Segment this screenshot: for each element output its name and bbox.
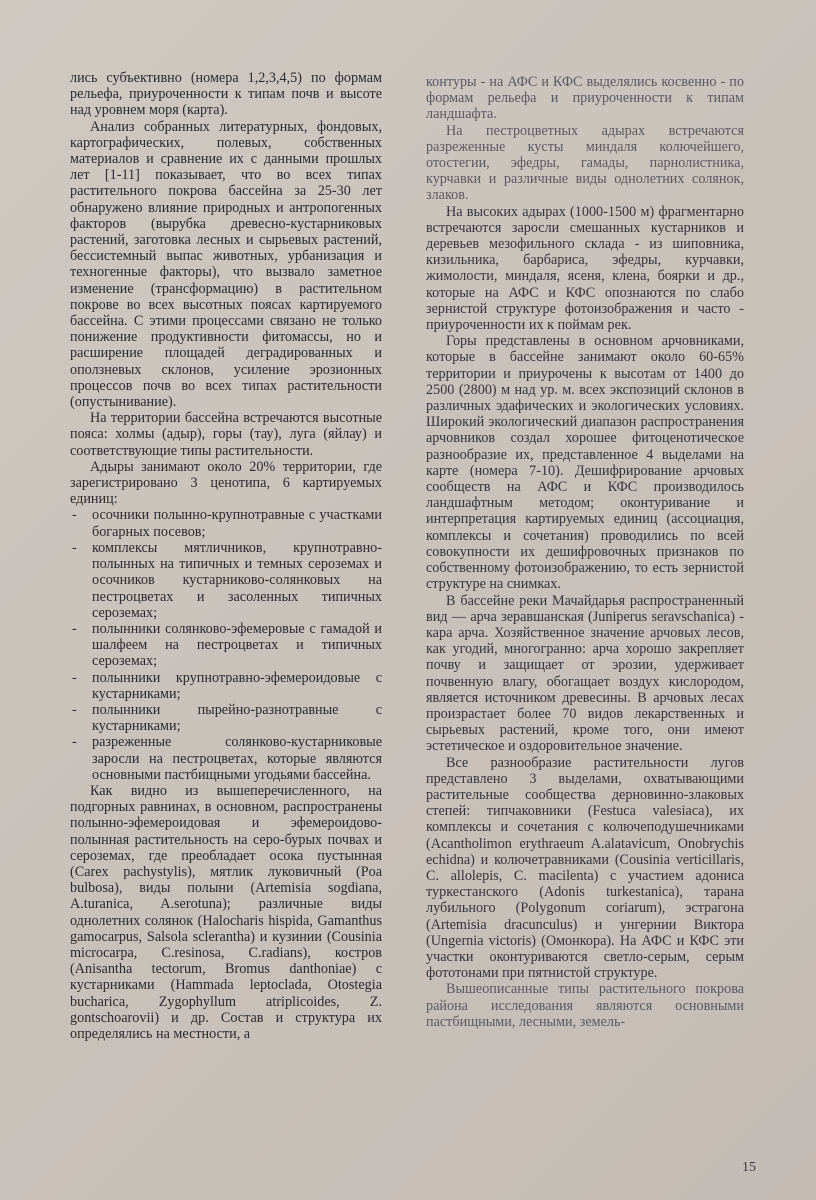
paragraph: контуры - на АФС и КФС выделялись косвенно - по формам рельефа и приуроченности к типам ландшафта.: [426, 74, 744, 123]
paragraph: На высоких адырах (1000-1500 м) фрагментарно встречаются заросли смешанных кустарников и деревьев мезофильного склада - из шиповника, кизильника, барбариса, эфедры, курчавки, жимолости, миндаля, ясеня, клена, боярки и др., которые на АФС и КФС опознаются по слабо зернистой структуре фотоизображения и часто - приуроченности их к поймам рек.: [426, 203, 744, 334]
paragraph: На территории бассейна встречаются высотные пояса: холмы (адыр), горы (тау), луга (яйлау) и соответствующие типы растительности.: [70, 410, 382, 459]
list-item: - комплексы мятличников, крупнотравно-полынных на типичных и темных сероземах и осочников кустарниково-солянковых на пестроцветах и засоленных типичных сероземах;: [70, 540, 382, 621]
paragraph: Вышеописанные типы растительного покрова района исследования являются основными пастбищными, лесными, земель-: [426, 981, 744, 1030]
paragraph: лись субъективно (номера 1,2,3,4,5) по формам рельефа, приуроченности к типам почв и высоте над уровнем моря (карта).: [70, 70, 382, 119]
paragraph: На пестроцветных адырах встречаются разреженные кусты миндаля колючейшего, отостегии, эфедры, гамады, парнолистника, курчавки и различные виды однолетних солянок, злаков.: [426, 122, 744, 204]
list-item: - полынники солянково-эфемеровые с гамадой и шалфеем на пестроцветах и типичных сероземах;: [70, 621, 382, 670]
paragraph: Как видно из вышеперечисленного, на подгорных равнинах, в основном, распространены полынно-эфемероидовая и эфемероидово-полынная растительность на серо-бурых почвах и сероземах, где преобладает осока пустынная (Carex pachystylis), мятлик луковичный (Poa bulbosa), виды полыни (Artemisia sogdiana, A.turanica, A.serotuna); различные виды однолетних солянок (Halocharis hispida, Gamanthus gamocarpus, Salsola scleranthа) и кузинии (Cousinia microcarpa, C.resinosa, C.radians), костров (Anisantha tectorum, Bromus danthoniae) с кустарниками (Hammada leptoclada, Otostegia bucharica, Zygophyllum atriplicoides, Z. gontschoarovii) и др. Состав и структура их определялись на местности, а: [70, 782, 382, 1042]
paragraph: В бассейне реки Мачайдарья распространенный вид — арча зеравшанская (Juniperus seravschanica) - кара арча. Хозяйственное значение арчовых лесов, как угодий, многогранно: арча хорошо закрепляет почву и защищает от эрозии, удерживает почвенную влагу, обогащает воздух кислородом, является источником древесины. В арчовых лесах произрастает более 70 видов лекарственных и сырьевых растений, кроме того, они имеют эстетическое и оздоровительное значение.: [426, 592, 744, 755]
paragraph: Все разнообразие растительности лугов представлено 3 выделами, охватывающими растительные сообщества дерновинно-злаковых степей: типчаковники (Festuca valesiaca), их комплексы и сочетания с колючеподушечниками (Acantholimon erythraeum A.alatavicum, Onobrychis echidna) и колючетравниками (Cousinia verticillaris, C. allolepis, C. macilenta) с участием адониса туркестанского (Adonis turkestanica), тарана лубильного (Polygonum coriarum), эстрагона (Artemisia dracunculus) и унгернии Виктора (Ungernia victoris) (Омонкора). На АФС и КФС эти участки оконтуриваются светло-серым, серым фототонами при пятнистой структуре.: [426, 754, 744, 982]
right-column: [426, 74, 744, 1030]
list-item: - полынники крупнотравно-эфемероидовые с кустарниками;: [70, 670, 382, 702]
list-item: - разреженные солянково-кустарниковые заросли на пестроцветах, которые являются основными пастбищными угодьями бассейна.: [70, 734, 382, 783]
paragraph: Адыры занимают около 20% территории, где зарегистрировано 3 ценотипа, 6 картируемых единиц:: [70, 458, 382, 508]
left-column: [70, 70, 382, 1042]
paragraph: Горы представлены в основном арчовниками, которые в бассейне занимают около 60-65% территории и приурочены к высотам от 1400 до 2500 (2800) м над ур. м. всех экспозиций склонов в различных эдафических и экологических условиях. Широкий экологический диапазон распространения арчовников создал хорошее фитоценотическое разнообразие их, представленное 4 выделами на карте (номера 7-10). Дешифрирование арчовых сообществ на АФС и КФС производилось ландшафтным методом; оконтуривание и интерпретация картируемых единиц (ассоциация, комплексы и сочетания) проводились по всей совокупности их дешифровочных признаков по собственному фотоизображению, то есть зернистой структуре на снимках.: [426, 333, 744, 593]
page-number: 15: [742, 1160, 756, 1175]
list-item: - осочники полынно-крупнотравные с участками богарных посевов;: [70, 507, 382, 539]
list-item: - полынники пырейно-разнотравные с кустарниками;: [70, 702, 382, 734]
mapping-units-list: [70, 507, 382, 782]
paragraph: Анализ собранных литературных, фондовых, картографических, полевых, собственных материалов и сравнение их с данными прошлых лет [1-11] показывает, что во всех типах растительного покрова бассейна за 25-30 лет обнаружено влияние природных и антропогенных факторов (вырубка древесно-кустарниковых растений, заготовка лесных и сырьевых растений, бессистемный выпас животных, урбанизация и техногенные факторы), что вызвало заметное изменение (трансформацию) в растительном покрове во всех высотных поясах картируемого бассейна. С этими процессами связано не только понижение продуктивности фитомассы, но и расширение площадей деградированных и оползневых склонов, усиление эрозионных процессов почв во всех типах растительности (опустынивание).: [70, 118, 382, 411]
